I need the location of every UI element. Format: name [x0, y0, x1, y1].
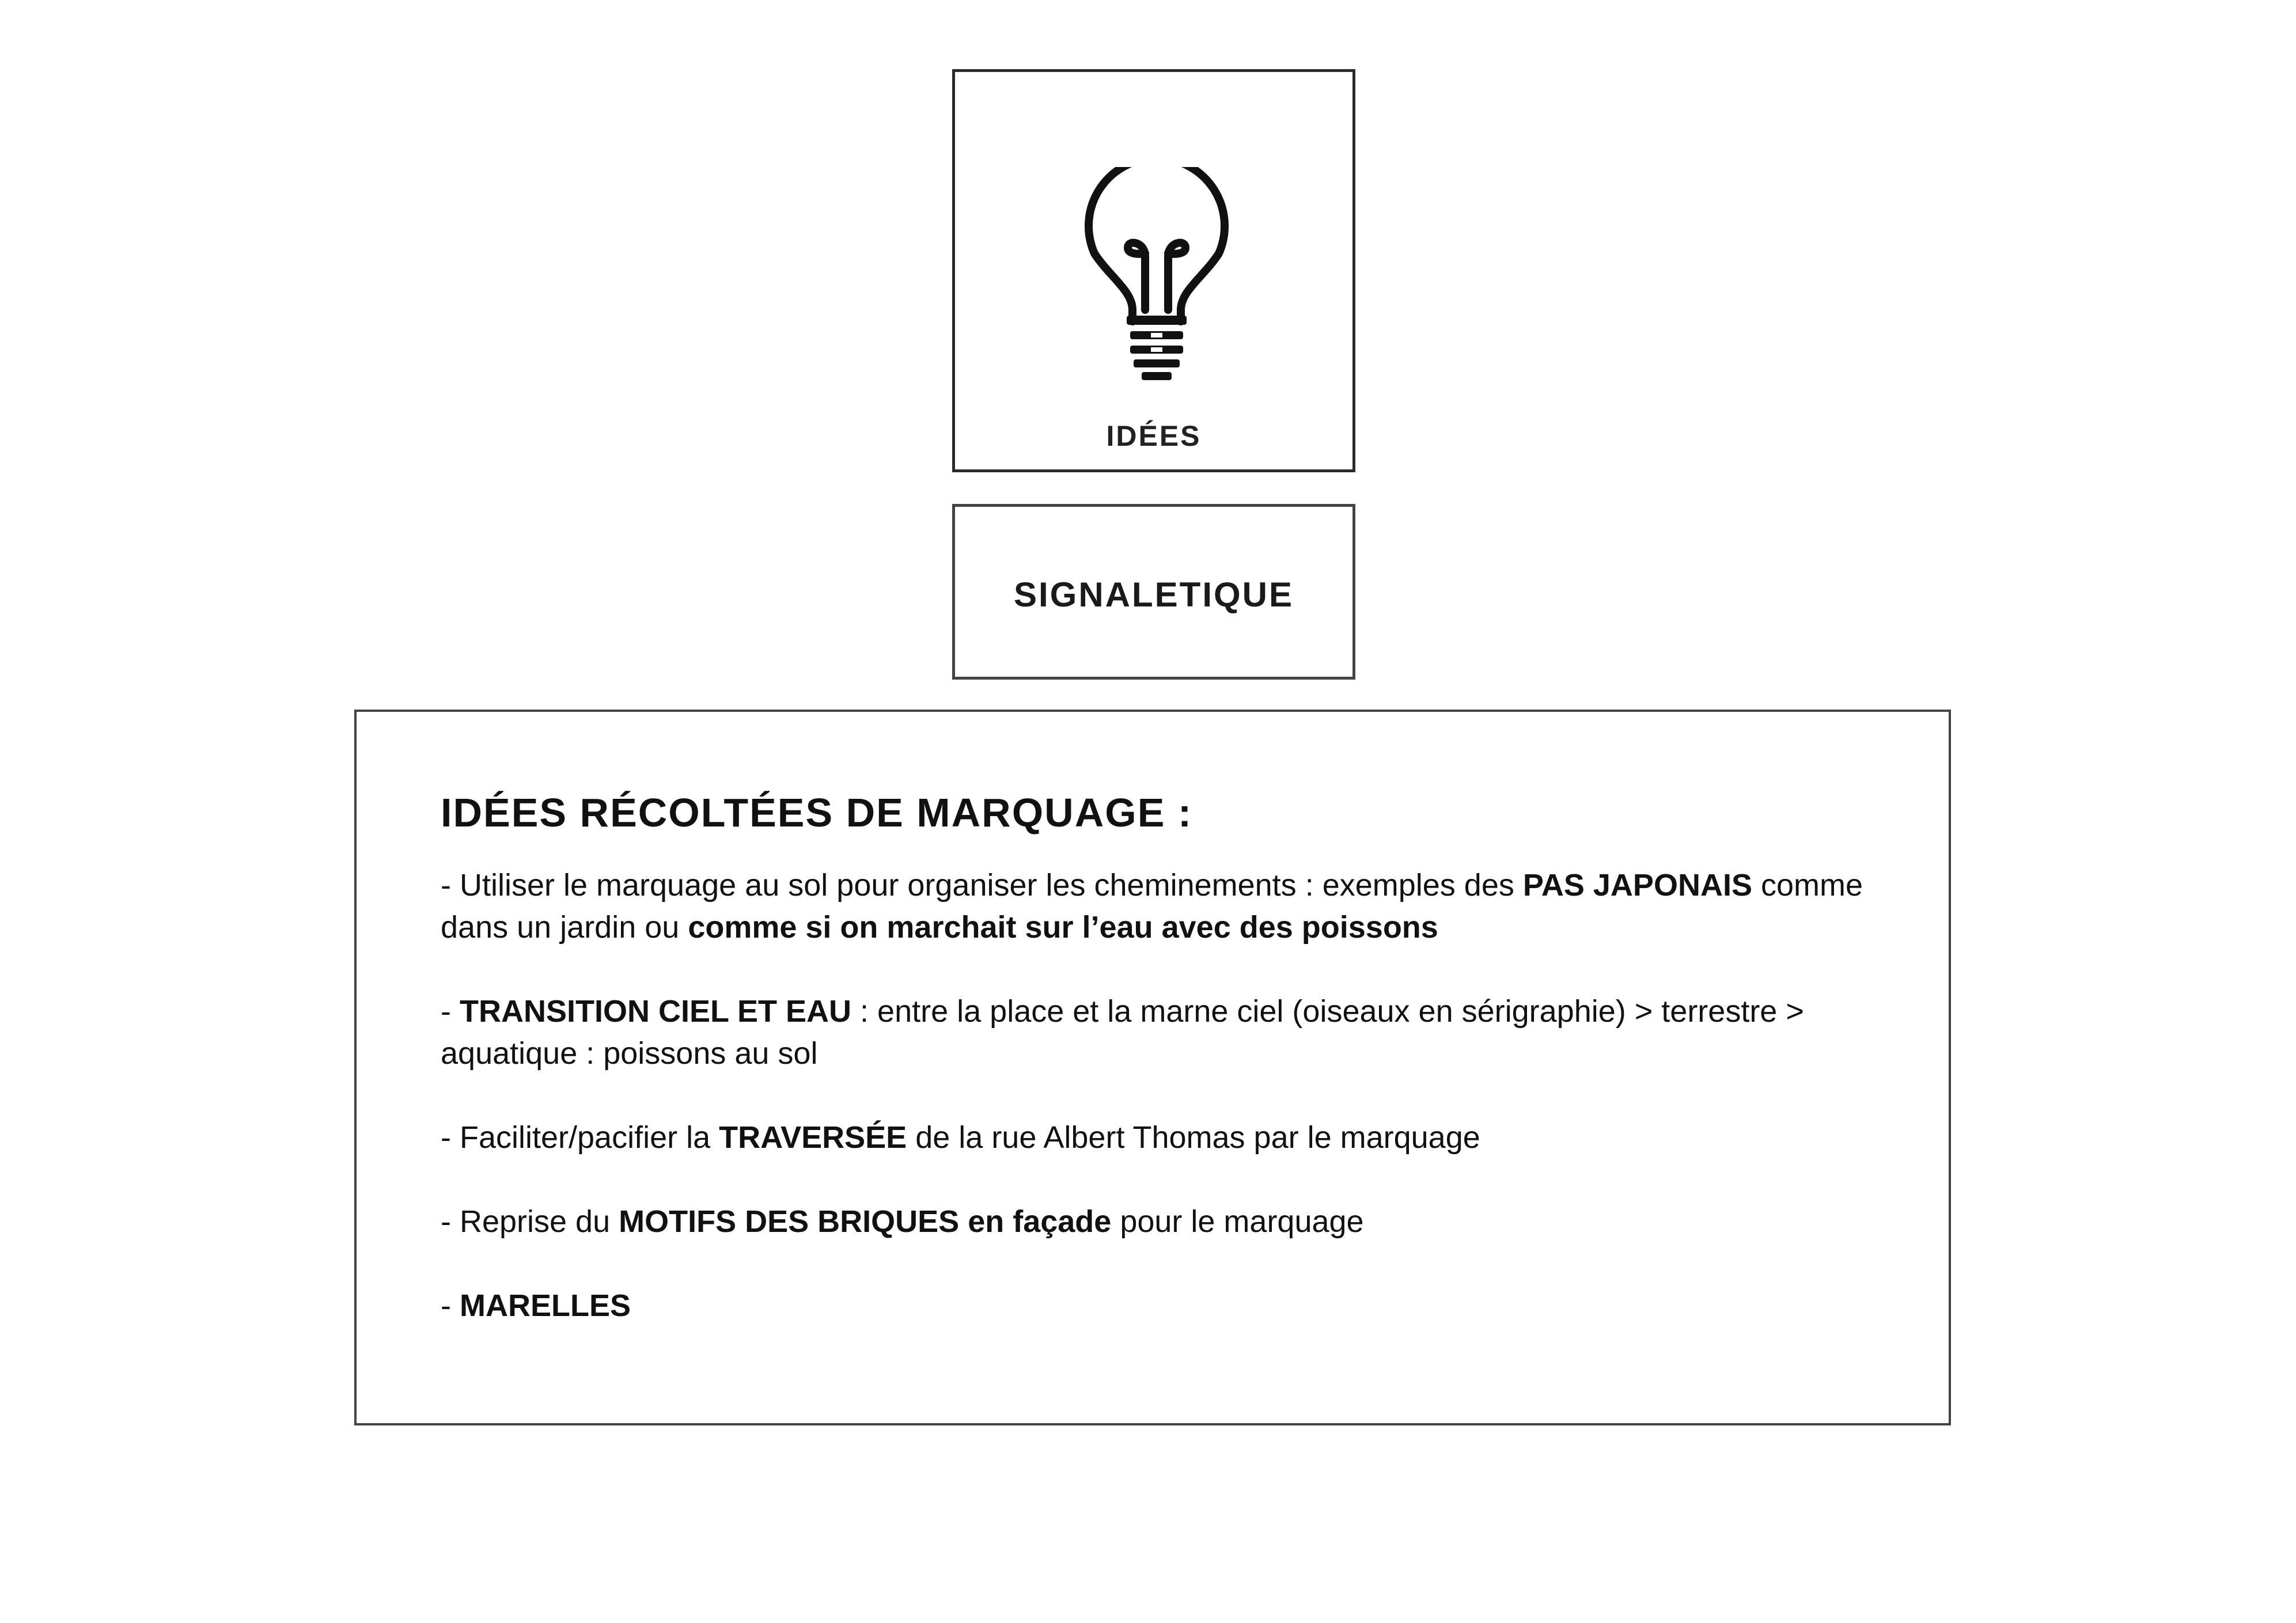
idea-emphasis: TRANSITION CIEL ET EAU [460, 994, 852, 1029]
idea-emphasis: comme si on marchait sur l’eau avec des poissons [688, 910, 1438, 945]
idea-text: - [441, 994, 460, 1029]
idea-emphasis: PAS JAPONAIS [1522, 868, 1752, 902]
icon-card-label: IDÉES [1106, 420, 1202, 452]
signaletique-card [952, 504, 1355, 680]
idea-text: : entre la place et la marne ciel (oiseaux en sérigraphie) > terrestre > aquatique : poissons au sol [441, 994, 1804, 1071]
idea-emphasis: TRAVERSÉE [719, 1120, 907, 1155]
idea-text: - Reprise du [441, 1204, 619, 1239]
idea-emphasis: MOTIFS DES BRIQUES en façade [619, 1204, 1112, 1239]
idea-text: - Faciliter/pacifier la [441, 1120, 719, 1155]
idea-text: pour le marquage [1111, 1204, 1364, 1239]
ideas-heading: IDÉES RÉCOLTÉES DE MARQUAGE : [441, 790, 1193, 835]
ideas-content [441, 790, 1881, 1369]
idea-text: - Utiliser le marquage au sol pour organiser les cheminements : exemples des [441, 868, 1523, 902]
idea-text: - [441, 1288, 460, 1323]
ideas-box [354, 710, 1951, 1425]
idea-item-transition [441, 991, 1881, 1075]
idea-text: de la rue Albert Thomas par le marquage [907, 1120, 1480, 1155]
lightbulb-icon [1082, 167, 1232, 386]
idea-emphasis: MARELLES [460, 1288, 631, 1323]
idea-item-traversee [441, 1117, 1881, 1159]
signaletique-title: SIGNALETIQUE [1013, 575, 1294, 614]
idea-item-cheminements [441, 864, 1881, 949]
idea-text: comme dans un jardin ou [441, 868, 1863, 945]
idea-item-briques [441, 1201, 1881, 1243]
ideas-icon-card [952, 69, 1355, 472]
idea-item-marelles [441, 1285, 1881, 1327]
